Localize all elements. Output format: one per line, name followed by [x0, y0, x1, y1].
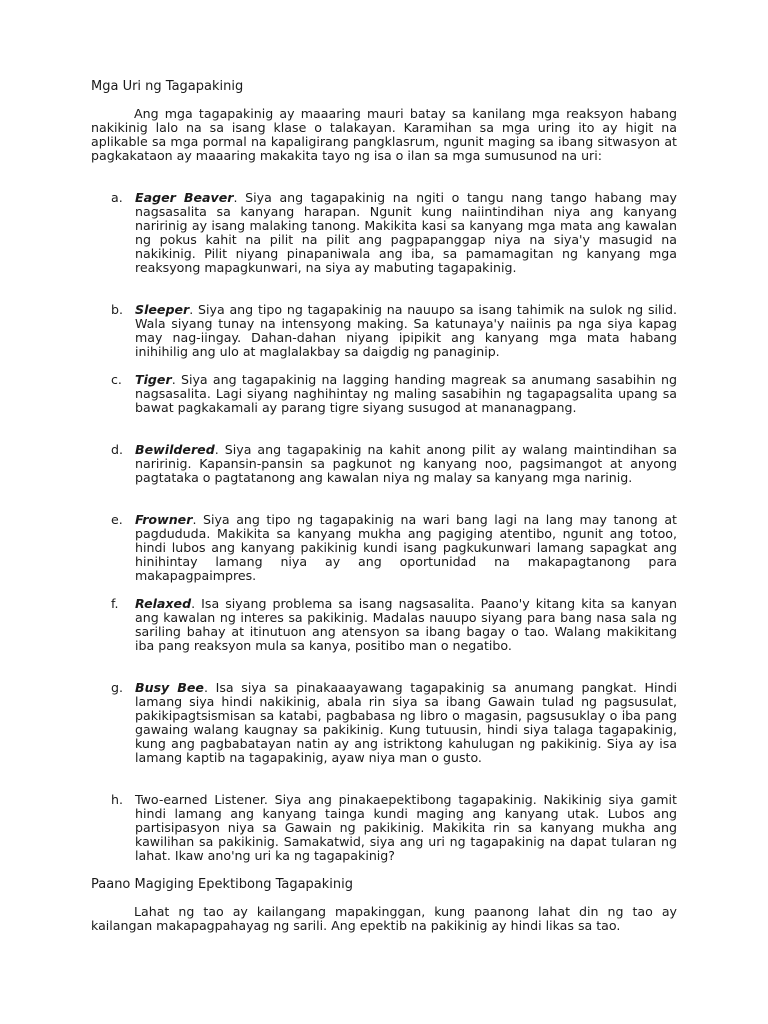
list-item-description: . Siya ang tagapakinig na ngiti o tangu nang tango habang may nagsasalita sa kanyang harapan. Ngunit kung naiintindihan niya ang kanyang naririnig ay isang malaking tanong. Makikita kasi sa kanyang mga mata ang kawalan ng pokus kahit na pilit na pilit ang pagpapanggap niya na siya'y masugid na nakikinig. Pilit niyang pinapaniwala ang iba, sa pamamagitan ng kanyang mga reaksyong mapagkunwari, na siya ay mabuting tagapakinig. [135, 190, 677, 275]
intro-paragraph: Ang mga tagapakinig ay maaaring mauri batay sa kanilang mga reaksyon habang nakikinig lalo na sa isang klase o talakayan. Karamihan sa mga uring ito ay higit na aplikable sa mga pormal na kapaligirang pangklasrum, ngunit maging sa ibang sitwasyon at pagkakataon ay maaaring makakita tayo ng isa o ilan sa mga sumusunod na uri: [91, 106, 677, 163]
list-item-description: Two-earned Listener. Siya ang pinakaepektibong tagapakinig. Nakikinig siya gamit hindi lamang ang kanyang tainga kundi maging ang kanyang utak. Lubos ang partisipasyon niya sa Gawain ng pakikinig. Makikita rin sa kanyang mukha ang kawilihan sa pakikinig. Samakatwid, siya ang uri ng tagapakinig na dapat tularan ng lahat. Ikaw ano'ng uri ka ng tagapakinig? [135, 792, 677, 863]
list-item-description: . Siya ang tipo ng tagapakinig na nauupo sa isang tahimik na sulok ng silid. Wala siyang tunay na intensyong making. Sa katunaya'y naiinis pa nga siya kapag may nag-iingay. Dahan-dahan niyang ipipikit ang kanyang mga mata habang inihihilig ang ulo at maglalakbay sa daigdig ng panaginip. [135, 302, 677, 359]
list-item-text [135, 513, 677, 583]
list-marker: d. [111, 442, 123, 457]
list-item-description: . Isa siya sa pinakaaayawang tagapakinig sa anumang pangkat. Hindi lamang siya hindi nakikinig, abala rin siya sa ibang Gawain tulad ng pagsusulat, pakikipagtsismisan sa katabi, pagbabasa ng libro o magasin, pagsusuklay o iba pang gawaing walang kaugnay sa pakikinig. Kung tutuusin, hindi siya talaga tagapakinig, kung ang pagbabatayan natin ay ang istriktong kahulugan ng pakikinig. Siya ay isa lamang kaptib na tagapakinig, ayaw niya man o gusto. [135, 680, 677, 765]
list-item-term: Sleeper [135, 302, 190, 317]
list-marker: a. [111, 190, 123, 205]
list-item-term: Bewildered [135, 442, 215, 457]
list-item-term: Eager Beaver [135, 190, 234, 205]
list-item-text [135, 443, 677, 485]
list-item-term: Frowner [135, 512, 193, 527]
list-item-description: . Siya ang tagapakinig na kahit anong pilit ay walang maintindihan sa naririnig. Kapansin-pansin sa pagkunot ng kanyang noo, pagsimangot at anyong pagtataka o pagtatanong ang kawalan niya ng malay sa kanyang mga narinig. [135, 442, 677, 485]
section-heading: Mga Uri ng Tagapakinig [91, 79, 244, 94]
list-item-text [135, 597, 677, 653]
list-item-term: Tiger [135, 372, 172, 387]
list-marker: c. [111, 372, 122, 387]
list-marker: h. [111, 792, 123, 807]
list-item-description: . Siya ang tagapakinig na lagging handing magreak sa anumang sasabihin ng nagsasalita. Lagi siyang naghihintay ng maling sasabihin ng tagapagsalita upang sa bawat pagkakamali ay parang tigre siyang susugod at mananagpang. [135, 372, 677, 415]
list-item-text [135, 793, 677, 863]
section-heading: Paano Magiging Epektibong Tagapakinig [91, 877, 354, 892]
list-item-text [135, 681, 677, 765]
list-marker: e. [111, 512, 123, 527]
list-item-text [135, 373, 677, 415]
list-marker: f. [111, 596, 119, 611]
closing-paragraph: Lahat ng tao ay kailangang mapakinggan, kung paanong lahat din ng tao ay kailangan makapagpahayag ng sarili. Ang epektib na pakikinig ay hindi likas sa tao. [91, 904, 677, 933]
list-item-text [135, 303, 677, 359]
list-marker: b. [111, 302, 123, 317]
list-item-term: Busy Bee [135, 680, 204, 695]
list-marker: g. [111, 680, 123, 695]
list-item-description: . Isa siyang problema sa isang nagsasalita. Paano'y kitang kita sa kanyan ang kawalan ng interes sa pakikinig. Madalas nauupo siyang para bang nasa sala ng sariling bahay at itinutuon ang atensyon sa ibang bagay o tao. Walang makikitang iba pang reaksyon mula sa kanya, positibo man o negatibo. [135, 596, 677, 653]
list-item-text [135, 191, 677, 275]
list-item-description: . Siya ang tipo ng tagapakinig na wari bang lagi na lang may tanong at pagdududa. Makikita sa kanyang mukha ang pagiging atentibo, ngunit ang totoo, hindi lubos ang kanyang pakikinig kundi isang pagkukunwari lamang sapagkat ang hinihintay lamang niya ay ang oportunidad na makapagtanong para makapagpaimpres. [135, 512, 677, 583]
list-item-term: Relaxed [135, 596, 192, 611]
